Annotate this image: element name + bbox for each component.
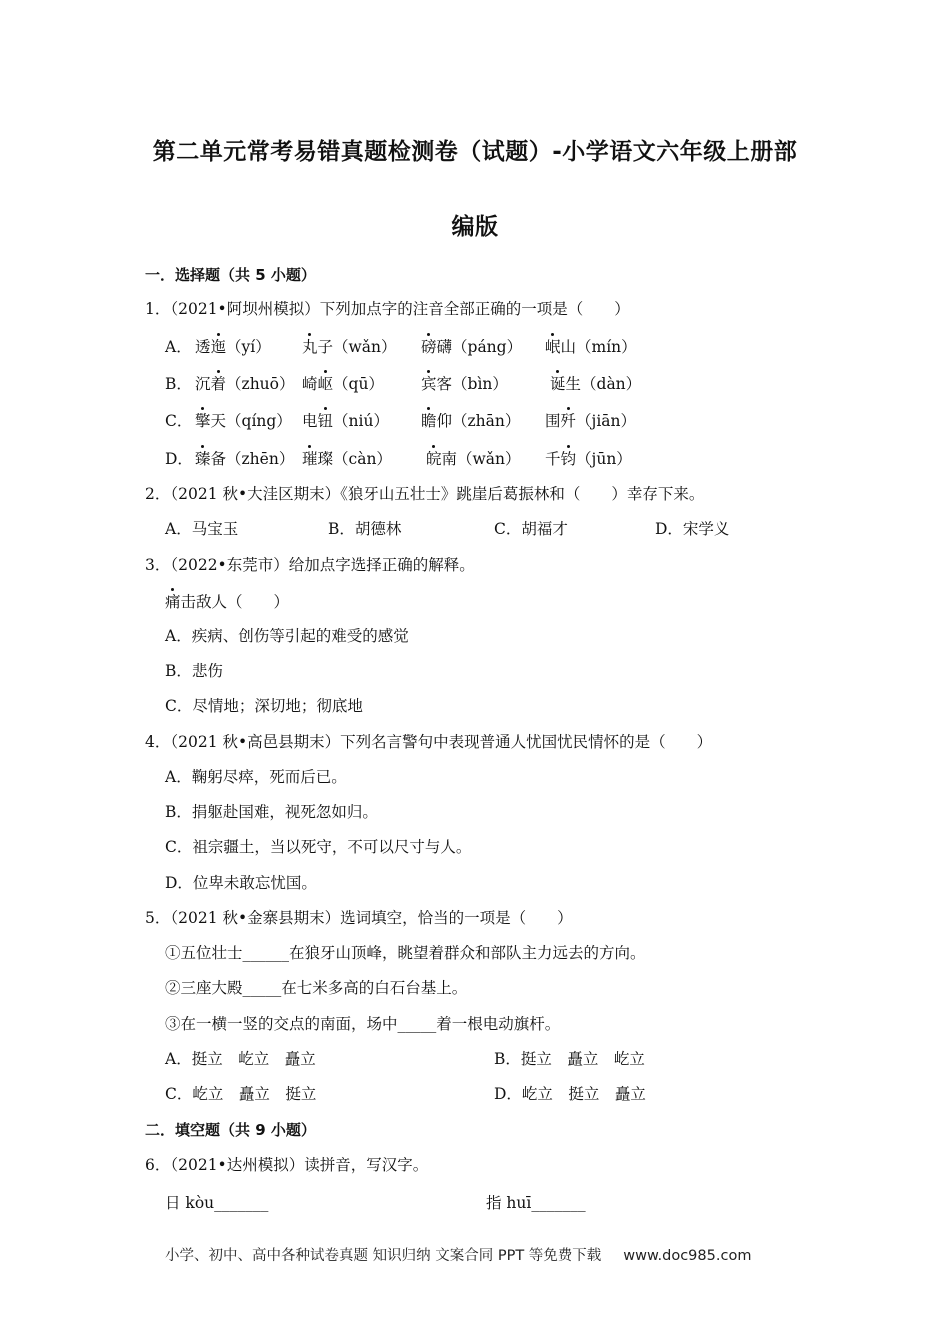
dotted-char: 宾: [421, 375, 437, 393]
option-word: [302, 448, 392, 470]
word-pinyin: （yí）: [226, 338, 271, 356]
option-word: [545, 410, 636, 432]
option-word: [302, 410, 389, 432]
page-title: 第二单元常考易错真题检测卷（试题）-小学语文六年级上册部: [152, 139, 798, 165]
question-4-option-a: A．鞠躬尽瘁，死而后已。: [165, 768, 347, 786]
word-text: 崎: [302, 375, 318, 393]
question-3-item: [165, 591, 289, 613]
option-word: [421, 373, 508, 395]
option-word: [195, 448, 294, 470]
question-2-option-d: D．宋学义: [655, 520, 730, 538]
dotted-char: 歼: [560, 412, 577, 430]
word-pinyin: （qū）: [333, 375, 384, 393]
option-word: [545, 448, 632, 470]
option-label: D．: [165, 450, 193, 468]
word-pinyin: （zhuō）: [226, 375, 295, 393]
option-word: [195, 410, 292, 432]
dotted-char: 擎: [195, 412, 211, 430]
word-pinyin: 子（wǎn）: [317, 338, 397, 356]
question-5-sentence-2: ②三座大殿_____在七米多高的白石台基上。: [165, 979, 468, 997]
word-pinyin: 礴（páng）: [436, 338, 523, 356]
dotted-char: 岖: [317, 375, 334, 393]
option-label: B．: [165, 375, 192, 393]
option-word: [302, 373, 384, 395]
question-6-stem: 6．（2021•达州模拟）读拼音，写汉字。: [145, 1156, 429, 1174]
question-5-option-a: A．挺立 屹立 矗立: [165, 1050, 316, 1068]
dotted-char: 着: [210, 375, 227, 393]
dotted-char: 皖: [426, 450, 442, 468]
question-5-option-c: C．屹立 矗立 挺立: [165, 1085, 317, 1103]
dotted-char: 丸: [302, 338, 318, 356]
option-word: [545, 336, 637, 358]
dotted-char: 岷: [545, 338, 561, 356]
option-word: [195, 336, 271, 358]
question-4-option-d: D．位卑未敢忘忧国。: [165, 874, 317, 892]
question-3-stem: 3．（2022•东莞市）给加点字选择正确的解释。: [145, 556, 475, 574]
dotted-char: 磅: [421, 338, 437, 356]
word-pinyin: 山（mín）: [560, 338, 637, 356]
question-3-option-a: A．疾病、创伤等引起的难受的感觉: [165, 627, 409, 645]
question-6-item-2: 指 huī_______: [486, 1194, 586, 1212]
page-title-continued: 编版: [451, 214, 499, 240]
footer-text: 小学、初中、高中各种试卷真题 知识归纳 文案合同 PPT 等免费下载: [165, 1248, 602, 1264]
word-pinyin: 仰（zhān）: [436, 412, 521, 430]
page-footer: [165, 1244, 751, 1265]
word-pinyin: 南（wǎn）: [441, 450, 521, 468]
question-6-item-1: 日 kòu_______: [165, 1194, 269, 1212]
option-word: [195, 373, 295, 395]
word-text: 围: [545, 412, 561, 430]
dotted-char: 诞: [550, 375, 566, 393]
option-word: [421, 410, 520, 432]
section-heading-fill: 二．填空题（共 9 小题）: [145, 1121, 316, 1139]
item-text: 击敌人（ ）: [180, 593, 290, 611]
word-pinyin: （jūn）: [576, 450, 632, 468]
question-5-option-d: D．屹立 挺立 矗立: [494, 1085, 646, 1103]
word-pinyin: 生（dàn）: [565, 375, 642, 393]
word-pinyin: （jiān）: [576, 412, 637, 430]
option-label: A．: [165, 338, 192, 356]
question-2-option-b: B．胡德林: [328, 520, 402, 538]
question-3-option-b: B．悲伤: [165, 662, 223, 680]
question-5-sentence-3: ③在一横一竖的交点的南面，场中_____着一根电动旗杆。: [165, 1015, 561, 1033]
word-text: 电: [302, 412, 318, 430]
dotted-char: 臻: [195, 450, 211, 468]
word-pinyin: 璨（càn）: [317, 450, 392, 468]
dotted-char: 迤: [210, 338, 227, 356]
dotted-char: 钮: [317, 412, 334, 430]
word-pinyin: 客（bìn）: [436, 375, 508, 393]
question-5-sentence-1: ①五位壮士______在狼牙山顶峰，眺望着群众和部队主力远去的方向。: [165, 944, 646, 962]
question-2-stem: 2．（2021 秋•大洼区期末）《狼牙山五壮士》跳崖后葛振林和（ ）幸存下来。: [145, 485, 705, 503]
dotted-char: 瞻: [421, 412, 437, 430]
word-text: 沉: [195, 375, 211, 393]
word-pinyin: 备（zhēn）: [210, 450, 295, 468]
word-text: 透: [195, 338, 211, 356]
dotted-char: 痛: [165, 593, 181, 611]
question-2-option-a: A．马宝玉: [165, 520, 239, 538]
question-4-stem: 4．（2021 秋•高邑县期末）下列名言警句中表现普通人忧国忧民情怀的是（ ）: [145, 733, 713, 751]
question-4-option-b: B．捐躯赴国难，视死忽如归。: [165, 803, 378, 821]
word-pinyin: 天（qíng）: [210, 412, 292, 430]
question-5-option-b: B．挺立 矗立 屹立: [494, 1050, 645, 1068]
footer-link[interactable]: www.doc985.com: [623, 1248, 752, 1264]
question-5-stem: 5．（2021 秋•金寨县期末）选词填空，恰当的一项是（ ）: [145, 909, 573, 927]
option-word: [550, 373, 641, 395]
question-3-option-c: C．尽情地；深切地；彻底地: [165, 697, 363, 715]
section-heading-choice: 一．选择题（共 5 小题）: [145, 266, 316, 284]
option-word: [426, 448, 521, 470]
option-word: [421, 336, 522, 358]
question-4-option-c: C．祖宗疆土，当以死守，不可以尺寸与人。: [165, 838, 472, 856]
option-word: [302, 336, 397, 358]
dotted-char: 钧: [560, 450, 577, 468]
question-2-option-c: C．胡福才: [494, 520, 568, 538]
word-text: 千: [545, 450, 561, 468]
dotted-char: 璀: [302, 450, 318, 468]
question-1-stem: 1．（2021•阿坝州模拟）下列加点字的注音全部正确的一项是（ ）: [145, 300, 630, 318]
word-pinyin: （niú）: [333, 412, 389, 430]
option-label: C．: [165, 412, 193, 430]
